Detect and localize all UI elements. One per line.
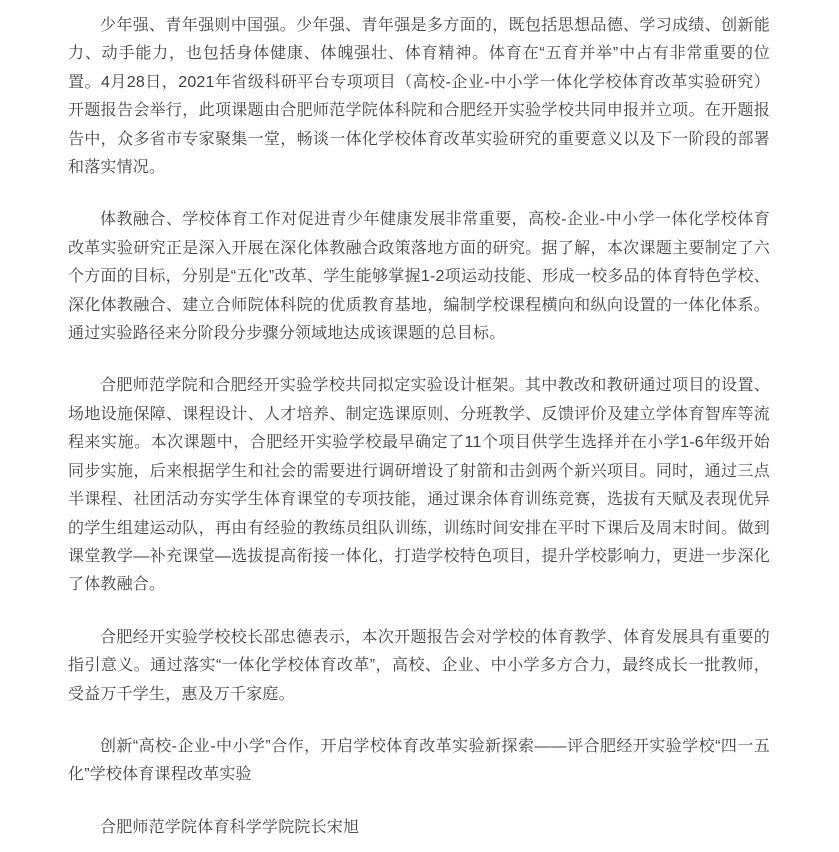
article-paragraph-2: 体教融合、学校体育工作对促进青少年健康发展非常重要，高校-企业-中小学一体化学校体育改革实验研究正是深入开展在深化体教融合政策落地方面的研究。据了解，本次课题主要制定了六个方面的目标，分别是“五化”改革、学生能够掌握1-2项运动技能、形成一校多品的体育特色学校、深化体教融合、建立合师院体科院的优质教育基地，编制学校课程横向和纵向设置的一体化体系。通过实验路径来分阶段分步骤分领域地达成该课题的总目标。 [68, 211, 770, 343]
article-paragraph-6: 合肥师范学院体育科学学院院长宋旭 [100, 818, 360, 836]
article-paragraph-4: 合肥经开实验学校校长邵忠德表示，本次开题报告会对学校的体育教学、体育发展具有重要的指引意义。通过落实“一体化学校体育改革”，高校、企业、中小学多方合力，最终成长一批教师，受益万千学生，惠及万千家庭。 [68, 628, 770, 703]
article-paragraph-5: 创新“高校-企业-中小学”合作，开启学校体育改革实验新探索——评合肥经开实验学校“四一五化”学校体育课程改革实验 [68, 737, 770, 784]
article-paragraph-3: 合肥师范学院和合肥经开实验学校共同拟定实验设计框架。其中教改和教研通过项目的设置、场地设施保障、课程设计、人才培养、制定选课原则、分班教学、反馈评价及建立学体育智库等流程来实施。本次课题中，合肥经开实验学校最早确定了11个项目供学生选择并在小学1-6年级开始同步实施，后来根据学生和社会的需要进行调研增设了射箭和击剑两个新兴项目。同时，通过三点半课程、社团活动夯实学生体育课堂的专项技能，通过课余体育训练竞赛，选拔有天赋及表现优异的学生组建运动队，再由有经验的教练员组队训练，训练时间安排在平时下课后及周末时间。做到课堂教学—补充课堂—选拔提高衔接一体化，打造学校特色项目，提升学校影响力，更进一步深化了体教融合。 [68, 377, 770, 594]
article-paragraph-1: 少年强、青年强则中国强。少年强、青年强是多方面的，既包括思想品德、学习成绩、创新能力、动手能力，也包括身体健康、体魄强壮、体育精神。体育在“五育并举”中占有非常重要的位置。4月28日，2021年省级科研平台专项项目（高校-企业-中小学一体化学校体育改革实验研究）开题报告会举行，此项课题由合肥师范学院体科院和合肥经开实验学校共同申报并立项。在开题报告中，众多省市专家聚集一堂，畅谈一体化学校体育改革实验研究的重要意义以及下一阶段的部署和落实情况。 [68, 17, 770, 177]
